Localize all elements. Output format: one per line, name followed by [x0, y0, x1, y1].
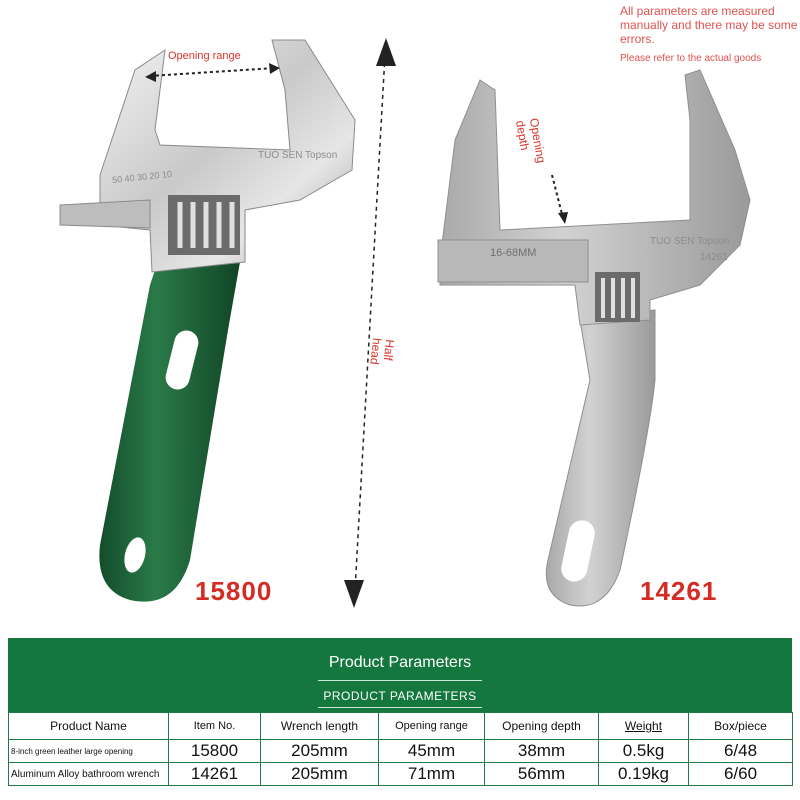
- cell-product-name: Aluminum Alloy bathroom wrench: [9, 763, 169, 786]
- cell-item-no: 15800: [169, 740, 261, 763]
- left-engraving: TUO SEN Topson: [258, 150, 338, 161]
- green-handle: [99, 262, 240, 602]
- parameters-table: [8, 712, 793, 786]
- cell-wrench-length: 205mm: [261, 740, 379, 763]
- header-weight: Weight: [599, 713, 689, 740]
- cell-box-piece: 6/60: [689, 763, 793, 786]
- model-number-left: 15800: [195, 576, 273, 606]
- green-wrench-15800: [60, 40, 355, 602]
- aluminum-wrench-14261: [438, 70, 750, 606]
- cell-item-no: 14261: [169, 763, 261, 786]
- header-opening-range: Opening range: [379, 713, 485, 740]
- opening-depth-label-line1: Opening: [526, 116, 549, 165]
- opening-depth-label-line2: depth: [512, 119, 532, 152]
- left-scale: 50 40 30 20 10: [111, 168, 173, 186]
- half-head-label-line2: head: [367, 337, 385, 366]
- half-head-label: [366, 337, 396, 379]
- banner-subtitle: PRODUCT PARAMETERS: [323, 689, 477, 703]
- right-engraving-range: 16-68MM: [490, 247, 537, 259]
- right-engraving-model: 14261: [700, 252, 728, 263]
- lower-jaw: [60, 200, 150, 228]
- disclaimer-line1: All parameters are measured manually and there may be some errors.: [620, 4, 798, 46]
- cell-opening-depth: 56mm: [485, 763, 599, 786]
- table-header-row: [9, 713, 793, 740]
- cell-box-piece: 6/48: [689, 740, 793, 763]
- header-box-piece: Box/piece: [689, 713, 793, 740]
- right-engraving-brand: TUO SEN Topson: [650, 236, 730, 247]
- cell-opening-range: 71mm: [379, 763, 485, 786]
- opening-range-label: Opening range: [168, 50, 241, 62]
- half-head-arrowhead-bottom: [344, 580, 364, 608]
- opening-depth-arrow: [552, 175, 568, 224]
- cell-opening-depth: 38mm: [485, 740, 599, 763]
- banner-divider: [318, 680, 482, 681]
- cell-weight: 0.19kg: [599, 763, 689, 786]
- table-row: [9, 763, 793, 786]
- cell-weight: 0.5kg: [599, 740, 689, 763]
- model-number-right: 14261: [640, 576, 718, 606]
- cell-product-name: 8-inch green leather large opening: [9, 740, 169, 763]
- disclaimer-line2: Please refer to the actual goods: [620, 53, 762, 64]
- header-product-name: Product Name: [9, 713, 169, 740]
- parameters-banner: [8, 638, 792, 712]
- table-row: [9, 740, 793, 763]
- banner-title: Product Parameters: [328, 654, 472, 671]
- cell-wrench-length: 205mm: [261, 763, 379, 786]
- cell-opening-range: 45mm: [379, 740, 485, 763]
- header-wrench-length: Wrench length: [261, 713, 379, 740]
- header-item-no: Item No.: [169, 713, 261, 740]
- disclaimer-note: [620, 4, 798, 66]
- opening-range-arrow: [150, 68, 275, 76]
- half-head-arrowhead-top: [376, 38, 396, 66]
- banner-underline: [318, 707, 482, 708]
- half-head-label-line1: Half: [380, 338, 397, 362]
- header-opening-depth: Opening depth: [485, 713, 599, 740]
